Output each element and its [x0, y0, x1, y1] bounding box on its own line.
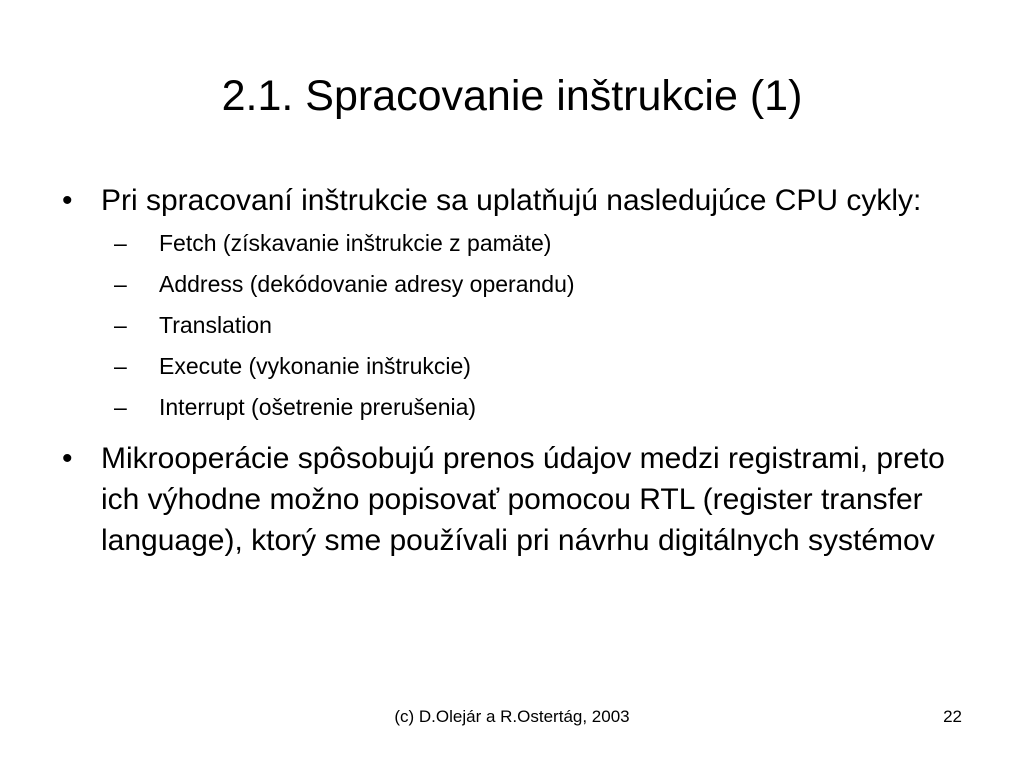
- list-item: [114, 346, 982, 387]
- list-item: [114, 264, 982, 305]
- dash-marker: –: [114, 394, 127, 420]
- cycle-interrupt: Interrupt (ošetrenie prerušenia): [159, 394, 477, 420]
- bullet-marker: •: [62, 184, 73, 217]
- cycle-translation: Translation: [159, 312, 272, 338]
- cycle-address: Address (dekódovanie adresy operandu): [159, 271, 575, 297]
- bullet-text: Mikrooperácie spôsobujú prenos údajov medzi registrami, preto ich výhodne možno popisovať pomocou RTL (register transfer language), ktorý sme používali pri návrhu digitálnych systémov: [101, 442, 945, 557]
- bullet-item: [62, 438, 982, 561]
- footer-credit: (c) D.Olejár a R.Ostertág, 2003: [394, 707, 630, 726]
- list-item: [114, 305, 982, 346]
- bullet-marker: •: [62, 442, 73, 475]
- list-item: [114, 223, 982, 264]
- list-item: [114, 387, 982, 428]
- slide-title: 2.1. Spracovanie inštrukcie (1): [221, 72, 803, 120]
- dash-marker: –: [114, 271, 127, 297]
- page-number: 22: [943, 707, 962, 726]
- dash-marker: –: [114, 230, 127, 256]
- cycle-execute: Execute (vykonanie inštrukcie): [159, 353, 471, 379]
- dash-marker: –: [114, 353, 127, 379]
- cycle-fetch: Fetch (získavanie inštrukcie z pamäte): [159, 230, 552, 256]
- bullet-item: [62, 180, 982, 428]
- dash-marker: –: [114, 312, 127, 338]
- bullet-text: Pri spracovaní inštrukcie sa uplatňujú nasledujúce CPU cykly:: [101, 184, 922, 217]
- cpu-cycles-list: [101, 223, 982, 428]
- bullet-list: [62, 180, 982, 565]
